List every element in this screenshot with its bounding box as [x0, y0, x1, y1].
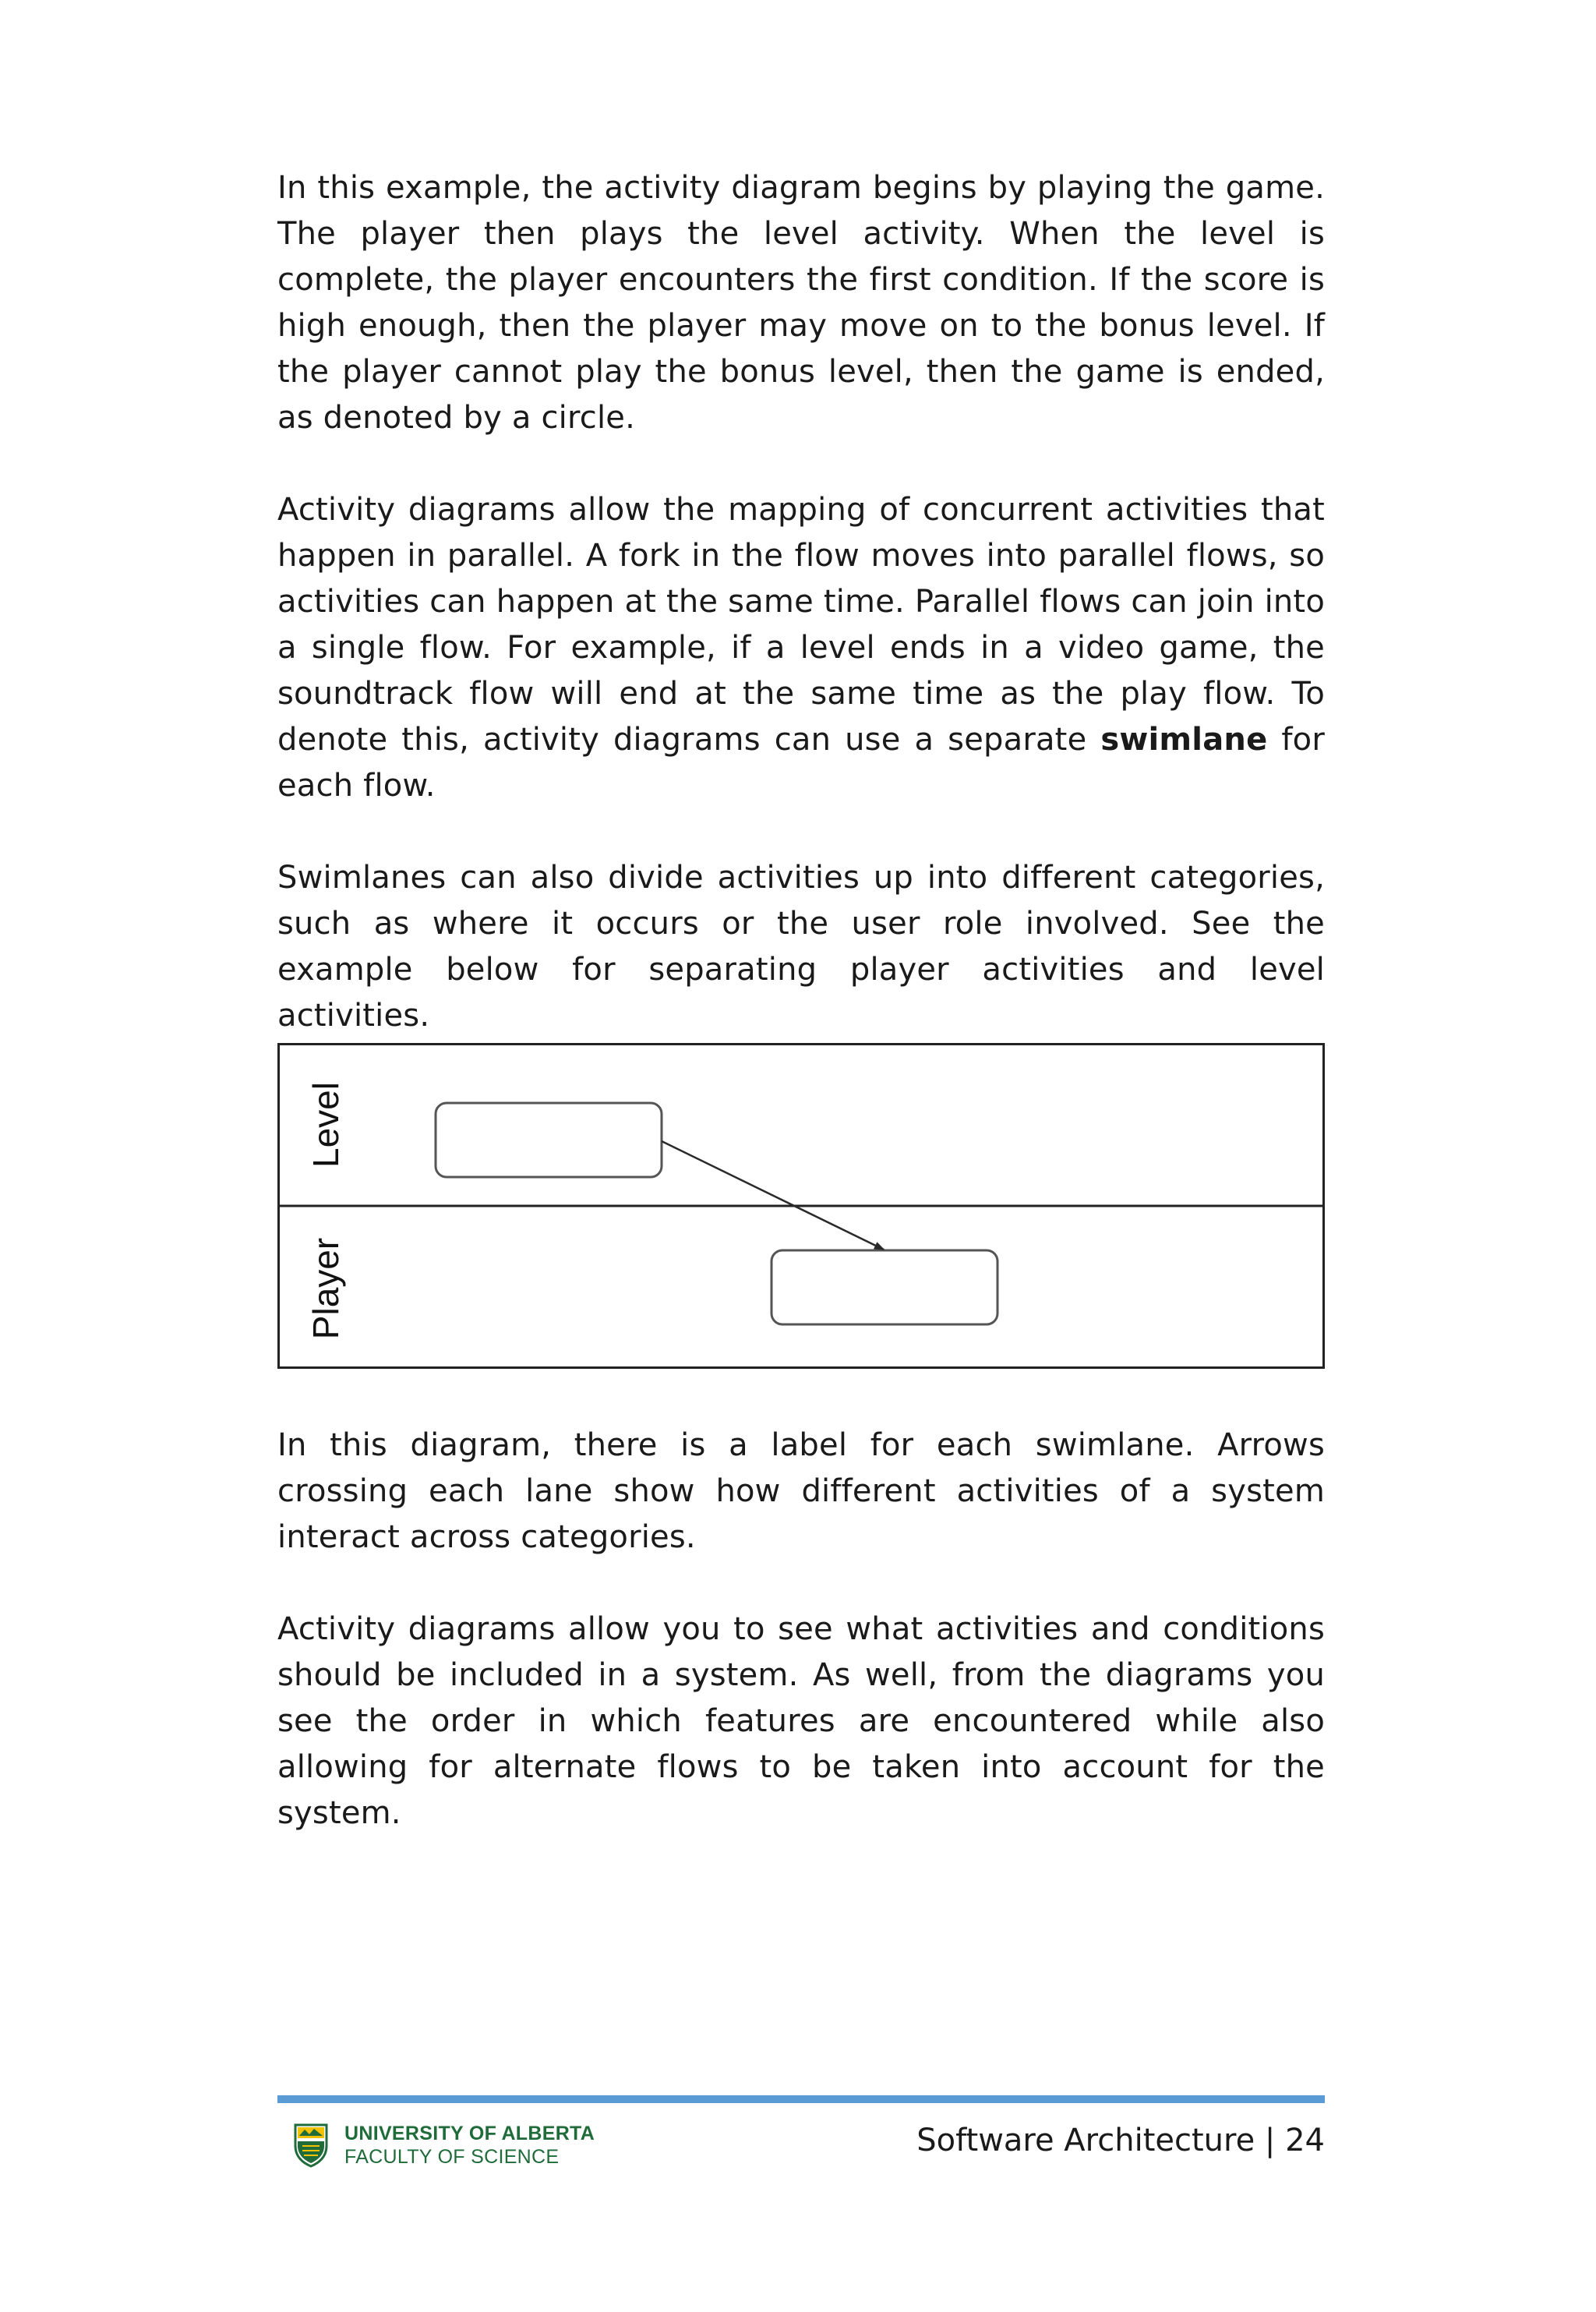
logo-faculty-name: FACULTY OF SCIENCE: [344, 2146, 560, 2168]
body-text-top: [277, 165, 1325, 1039]
paragraph-4: In this diagram, there is a label for each swimlane. Arrows crossing each lane show how different activities of a system interact across categories.: [277, 1427, 1325, 1555]
swimlane-term: swimlane: [1100, 722, 1268, 758]
university-shield-icon: [293, 2123, 329, 2168]
paragraph-2: [277, 487, 1325, 809]
lane-label-level: Level: [305, 1082, 346, 1168]
paragraph-1: In this example, the activity diagram begins by playing the game. The player then plays the level activity. When the level is complete, the player encounters the first condition. If the score is high enough, then the player may move on to the bonus level. If the player cannot play the bonus level, then the game is ended, as denoted by a circle.: [277, 170, 1325, 436]
university-logo: [293, 2122, 595, 2169]
footer-rule: [277, 2095, 1325, 2103]
paragraph-3: Swimlanes can also divide activities up into different categories, such as where it occurs or the user role involved. See the example below for separating player activities and level activities.: [277, 860, 1325, 1034]
lane-label-player: Player: [305, 1237, 346, 1340]
body-text-bottom: [277, 1423, 1325, 1837]
logo-university-name: UNIVERSITY OF ALBERTA: [344, 2123, 595, 2144]
paragraph-2-text: Activity diagrams allow the mapping of concurrent activities that happen in parallel. A fork in the flow moves into parallel flows, so activities can happen at the same time. Parallel flows can join into a single flow. For example, if a level ends in a video game, the soundtrack flow will end at the same time as the play flow. To denote this, activity diagrams can use a separate: [277, 492, 1325, 758]
swimlane-diagram: [277, 1043, 1325, 1369]
paragraph-5: Activity diagrams allow you to see what activities and conditions should be included in a system. As well, from the diagrams you see the order in which features are encountered while also allowing for alternate flows to be taken into account for the system.: [277, 1611, 1325, 1831]
paragraph-2-tail: for each flow.: [277, 722, 1325, 804]
player-activity-box: [772, 1250, 998, 1324]
footer-page-title: Software Architecture | 24: [916, 2123, 1325, 2158]
level-activity-box: [436, 1103, 662, 1177]
